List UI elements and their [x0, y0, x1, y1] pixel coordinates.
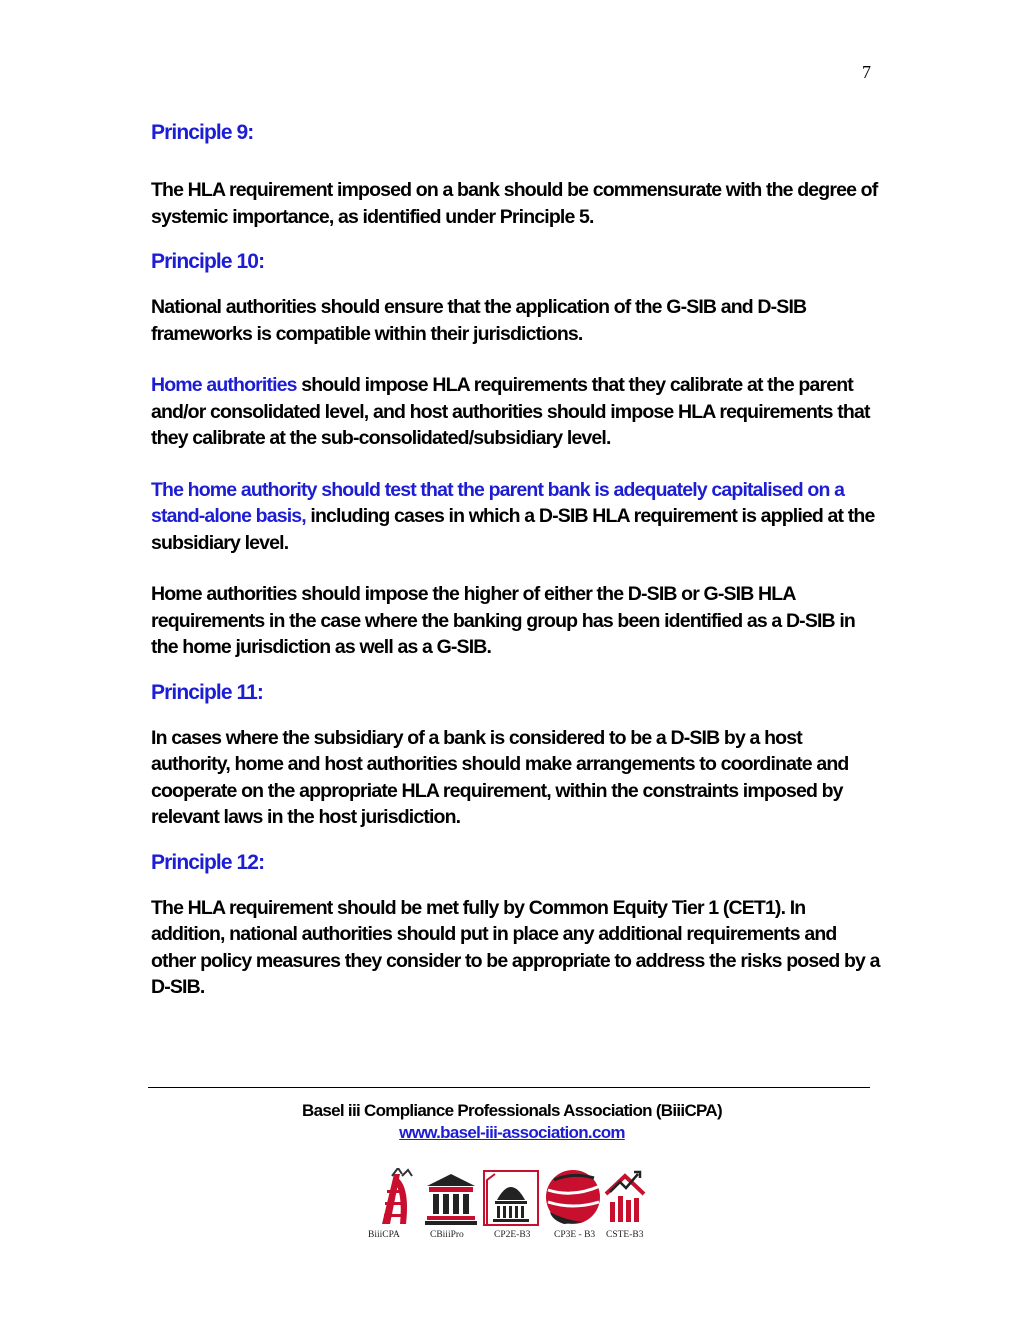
- principle-10-paragraph-3: [151, 477, 881, 557]
- biiicpa-logo-icon: [376, 1168, 416, 1226]
- footer: [0, 1099, 1024, 1143]
- cbiiipro-logo-icon: [425, 1172, 477, 1226]
- cp2e-b3-logo-icon: [483, 1170, 539, 1226]
- principle-10-paragraph-4: Home authorities should impose the higher of either the D-SIB or G-SIB HLA requirements in the case where the banking group has been identified as a D-SIB in the home jurisdiction as well as a G-SIB.: [151, 583, 855, 658]
- principle-9-text: The HLA requirement imposed on a bank should be commensurate with the degree of systemic importance, as identified under Principle 5.: [151, 179, 878, 228]
- principle-10-heading: Principle 10:: [151, 250, 265, 273]
- certification-logos: [368, 1166, 658, 1246]
- principle-10-paragraph-1: National authorities should ensure that the application of the G-SIB and D-SIB frameworks is compatible within their jurisdictions.: [151, 296, 807, 345]
- association-website-link[interactable]: www.basel-iii-association.com: [399, 1123, 625, 1142]
- association-name: Basel iii Compliance Professionals Association (BiiiCPA): [302, 1101, 722, 1120]
- principle-9-heading: Principle 9:: [151, 121, 254, 144]
- principle-10-paragraph-2: [151, 372, 881, 452]
- cste-b3-logo-icon: [604, 1168, 646, 1226]
- logo-label-cp2e-b3: CP2E-B3: [494, 1230, 531, 1240]
- footer-divider: [148, 1087, 870, 1088]
- cp3e-b3-logo-icon: [544, 1168, 602, 1226]
- principle-10-paragraph-3-rest: including cases in which a D-SIB HLA requirement is applied at the subsidiary level.: [151, 505, 875, 554]
- principle-11-heading: Principle 11:: [151, 680, 264, 704]
- principle-10-paragraph-2-rest: should impose HLA requirements that they calibrate at the parent and/or consolidated level, and host authorities should impose HLA requirements that they calibrate at the sub-consolidated/subsidiary level.: [151, 374, 870, 449]
- page-number: 7: [862, 62, 871, 82]
- logo-label-cp3e-b3: CP3E - B3: [554, 1230, 596, 1240]
- principle-12-heading: Principle 12:: [151, 850, 265, 874]
- logo-label-cbiiipro: CBiiiPro: [430, 1230, 464, 1240]
- principle-12-text: The HLA requirement should be met fully by Common Equity Tier 1 (CET1). In addition, national authorities should put in place any additional requirements and other policy measures they consider to be appropriate to address the risks posed by a D-SIB.: [151, 896, 880, 998]
- home-authority-test-highlight: The home authority should test that the parent bank is adequately capitalised on a stand-alone basis,: [151, 478, 845, 527]
- document-body: [151, 118, 881, 1001]
- logo-label-biiicpa: BiiiCPA: [368, 1230, 400, 1240]
- home-authorities-highlight: Home authorities: [151, 374, 297, 396]
- principle-11-text: In cases where the subsidiary of a bank is considered to be a D-SIB by a host authority, home and host authorities should make arrangements to coordinate and cooperate on the appropriate HLA requirement, within the constraints imposed by relevant laws in the host jurisdiction.: [151, 726, 849, 828]
- logo-label-cste-b3: CSTE-B3: [606, 1230, 644, 1240]
